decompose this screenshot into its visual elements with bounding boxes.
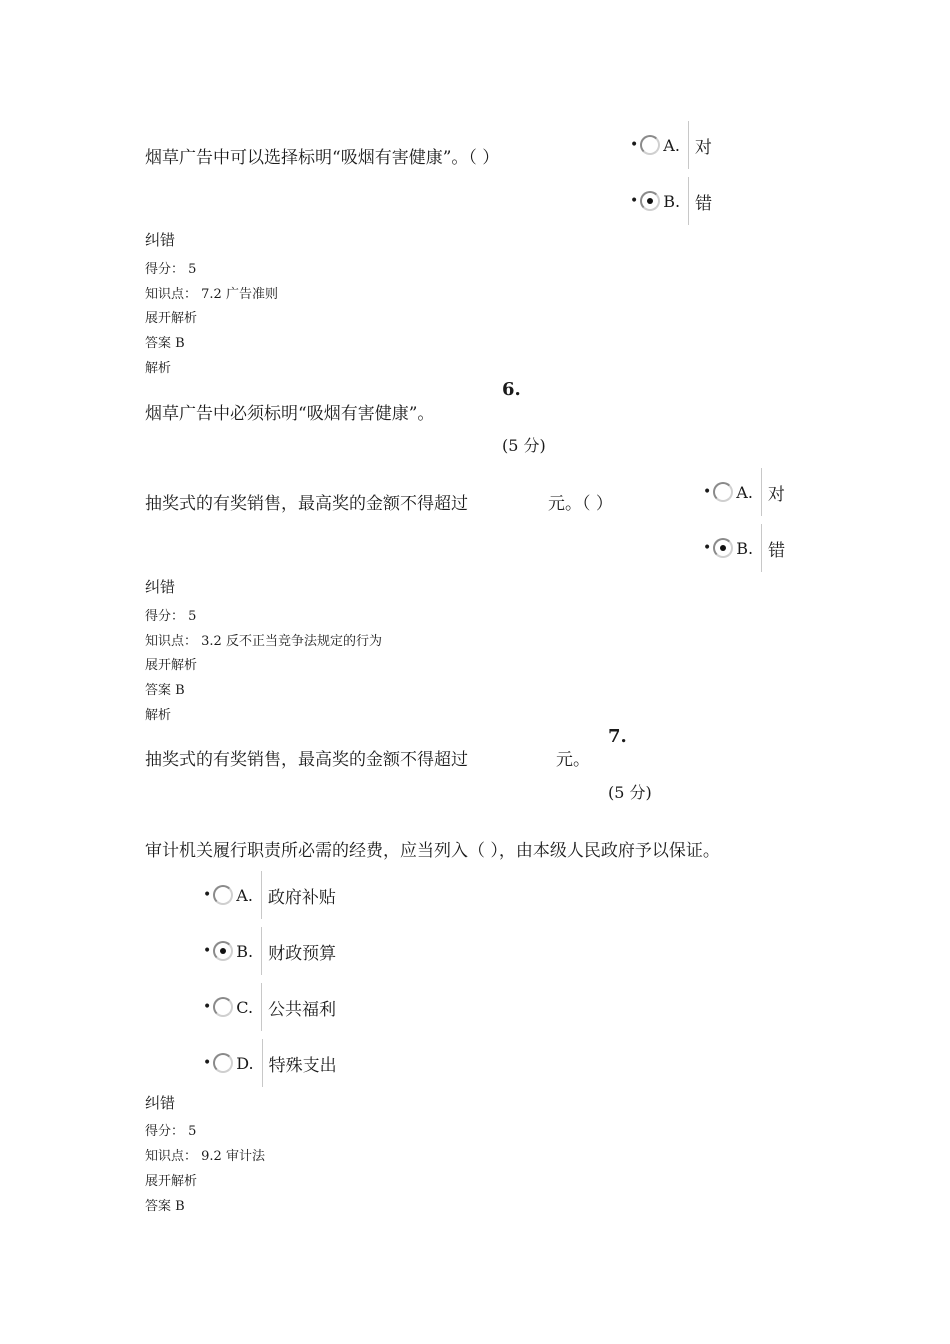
divider	[262, 1039, 263, 1087]
correction-link[interactable]: 纠错	[145, 578, 176, 596]
option-letter: A.	[236, 885, 253, 905]
bullet-icon: •	[703, 484, 712, 500]
radio-unchecked-icon[interactable]	[713, 482, 733, 502]
divider	[261, 983, 262, 1031]
bullet-icon: •	[203, 1055, 212, 1071]
knowledge-point: 知识点： 7.2 广告准则	[145, 287, 278, 302]
radio-checked-icon[interactable]	[213, 941, 233, 961]
bullet-icon: •	[703, 540, 712, 556]
bullet-icon: •	[203, 943, 212, 959]
option-letter: A.	[663, 135, 680, 155]
analysis-text: 烟草广告中必须标明“吸烟有害健康”。	[145, 404, 435, 424]
option-text: 特殊支出	[268, 1055, 337, 1076]
question-text-tail: 元。（ ）	[548, 494, 613, 514]
correction-link[interactable]: 纠错	[145, 231, 176, 249]
option-d[interactable]	[203, 1039, 337, 1087]
score-text: 得分： 5	[145, 1124, 197, 1139]
correction-link[interactable]: 纠错	[145, 1094, 176, 1112]
divider	[688, 177, 689, 225]
option-a[interactable]	[630, 121, 712, 169]
option-text: 错	[768, 540, 786, 561]
divider	[761, 524, 762, 572]
radio-unchecked-icon[interactable]	[213, 1053, 233, 1073]
expand-analysis-link[interactable]: 展开解析	[145, 658, 198, 673]
question-number: 7.	[608, 726, 627, 747]
answer-text: 答案 B	[145, 336, 185, 351]
question-text: 抽奖式的有奖销售，最高奖的金额不得超过	[145, 494, 468, 514]
option-c[interactable]	[203, 983, 336, 1031]
option-b[interactable]	[630, 177, 712, 225]
option-letter: A.	[736, 482, 753, 502]
radio-unchecked-icon[interactable]	[640, 135, 660, 155]
question-number: 6.	[502, 379, 521, 400]
option-a[interactable]	[203, 871, 336, 919]
bullet-icon: •	[630, 137, 639, 153]
radio-unchecked-icon[interactable]	[213, 885, 233, 905]
divider	[261, 927, 262, 975]
divider	[761, 468, 762, 516]
score-text: 得分： 5	[145, 609, 197, 624]
question-points: (5 分)	[608, 783, 652, 802]
analysis-label: 解析	[145, 708, 172, 723]
expand-analysis-link[interactable]: 展开解析	[145, 1174, 198, 1189]
analysis-label: 解析	[145, 361, 172, 376]
bullet-icon: •	[203, 887, 212, 903]
option-text: 对	[767, 484, 785, 505]
option-text: 错	[695, 193, 713, 214]
option-letter: B.	[736, 538, 754, 558]
option-letter: B.	[236, 941, 254, 961]
option-b[interactable]	[703, 524, 785, 572]
option-text: 财政预算	[268, 943, 337, 964]
answer-text: 答案 B	[145, 683, 185, 698]
option-letter: B.	[663, 191, 681, 211]
question-text: 审计机关履行职责所必需的经费，应当列入（ ），由本级人民政府予以保证。	[145, 841, 720, 861]
question-points: (5 分)	[502, 436, 546, 455]
option-a[interactable]	[703, 468, 785, 516]
bullet-icon: •	[203, 999, 212, 1015]
option-text: 对	[694, 137, 712, 158]
knowledge-point: 知识点： 9.2 审计法	[145, 1149, 265, 1164]
option-letter: C.	[236, 997, 254, 1017]
option-text: 政府补贴	[267, 887, 336, 908]
answer-text: 答案 B	[145, 1199, 185, 1214]
option-letter: D.	[236, 1053, 254, 1073]
expand-analysis-link[interactable]: 展开解析	[145, 311, 198, 326]
knowledge-point: 知识点： 3.2 反不正当竞争法规定的行为	[145, 634, 382, 649]
radio-checked-icon[interactable]	[640, 191, 660, 211]
option-text: 公共福利	[268, 999, 337, 1020]
analysis-text: 抽奖式的有奖销售，最高奖的金额不得超过	[145, 750, 468, 770]
radio-checked-icon[interactable]	[713, 538, 733, 558]
analysis-text-tail: 元。	[556, 750, 590, 770]
bullet-icon: •	[630, 193, 639, 209]
score-text: 得分： 5	[145, 262, 197, 277]
option-b[interactable]	[203, 927, 336, 975]
radio-unchecked-icon[interactable]	[213, 997, 233, 1017]
divider	[688, 121, 689, 169]
question-text: 烟草广告中可以选择标明“吸烟有害健康”。（ ）	[145, 148, 500, 168]
divider	[261, 871, 262, 919]
